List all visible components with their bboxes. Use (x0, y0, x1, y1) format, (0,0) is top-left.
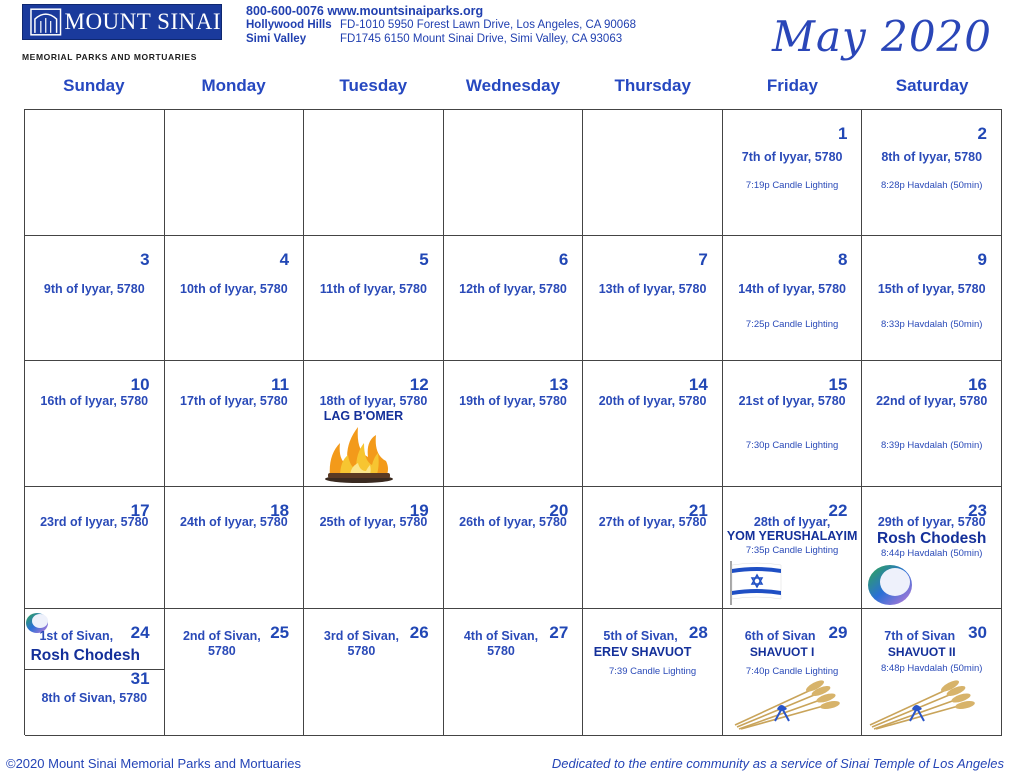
hebrew-date: 12th of Iyyar, 5780 (459, 282, 567, 296)
hebrew-date: 23rd of Iyyar, 5780 (40, 515, 149, 529)
day-number: 10 (130, 375, 150, 394)
hebrew-date: 28th of Iyyar, (753, 515, 831, 529)
wheat-bundle-icon (733, 679, 843, 731)
day-number: 4 (279, 250, 290, 269)
holiday-name-24: Rosh Chodesh (30, 647, 140, 664)
calendar-grid (24, 109, 1002, 735)
day-cell-29[interactable] (723, 609, 863, 736)
day-number-24: 24 (130, 623, 150, 642)
day-cell-23[interactable] (862, 487, 1002, 609)
empty-cell (444, 110, 584, 236)
day-cell-8[interactable] (723, 236, 863, 361)
hebrew-date: 17th of Iyyar, 5780 (180, 394, 288, 408)
hebrew-date: 25th of Iyyar, 5780 (319, 515, 428, 529)
day-cell-6[interactable] (444, 236, 584, 361)
candle-lighting: 7:30p Candle Lighting (745, 440, 839, 451)
day-number: 20 (549, 501, 569, 520)
footer-copyright: ©2020 Mount Sinai Memorial Parks and Mortuaries (6, 756, 301, 771)
holiday-name: SHAVUOT II (887, 645, 956, 659)
day-cell-12[interactable] (304, 361, 444, 487)
day-cell-13[interactable] (444, 361, 584, 487)
day-number: 29 (828, 623, 848, 642)
day-number: 23 (968, 501, 987, 520)
hebrew-date: 3rd of Sivan, 5780 (323, 629, 399, 658)
holiday-name: LAG B'OMER (323, 409, 404, 423)
hebrew-date: 27th of Iyyar, 5780 (598, 515, 707, 529)
day-cell-24-31[interactable] (25, 609, 165, 736)
hebrew-date: 11th of Iyyar, 5780 (319, 282, 427, 296)
hebrew-date: 5th of Sivan, (603, 629, 678, 643)
hebrew-date: 21st of Iyyar, 5780 (738, 394, 846, 408)
logo-box (22, 4, 222, 40)
day-number: 21 (688, 501, 708, 520)
weekday-wednesday: Wednesday (465, 76, 561, 95)
havdalah: 8:48p Havdalah (50min) (881, 663, 983, 674)
candle-lighting: 7:25p Candle Lighting (745, 319, 839, 330)
holiday-name: Rosh Chodesh (877, 530, 987, 547)
weekday-sunday: Sunday (63, 76, 125, 95)
day-cell-21[interactable] (583, 487, 723, 609)
hebrew-date: 8th of Iyyar, 5780 (881, 150, 983, 164)
new-moon-icon (866, 563, 914, 607)
candle-lighting: 7:40p Candle Lighting (745, 666, 839, 677)
day-cell-9[interactable] (862, 236, 1002, 361)
day-cell-25[interactable] (165, 609, 305, 736)
day-number: 1 (837, 124, 848, 143)
day-number: 30 (968, 623, 987, 642)
day-number: 3 (140, 250, 150, 269)
phone-website[interactable]: 800-600-0076 www.mountsinaiparks.org (246, 4, 484, 18)
logo-name: MOUNT SINAI (64, 9, 221, 34)
candle-lighting: 7:35p Candle Lighting (745, 545, 839, 556)
day-cell-14[interactable] (583, 361, 723, 487)
day-cell-17[interactable] (25, 487, 165, 609)
hebrew-date: 15th of Iyyar, 5780 (877, 282, 986, 296)
hebrew-date: 19th of Iyyar, 5780 (459, 394, 567, 408)
weekday-header (24, 76, 1002, 96)
weekday-saturday: Saturday (895, 76, 969, 95)
day-cell-20[interactable] (444, 487, 584, 609)
havdalah: 8:28p Havdalah (50min) (881, 180, 983, 191)
day-number: 12 (409, 375, 429, 394)
hebrew-date-24: 1st of Sivan, (39, 629, 114, 643)
day-number: 8 (837, 250, 848, 269)
day-cell-10[interactable] (25, 361, 165, 487)
day-number: 6 (558, 250, 569, 269)
logo (22, 4, 230, 62)
day-number: 18 (270, 501, 290, 520)
day-cell-1[interactable] (723, 110, 863, 236)
day-number: 17 (130, 501, 150, 520)
empty-cell (304, 110, 444, 236)
candle-lighting: 7:19p Candle Lighting (745, 180, 839, 191)
hebrew-date: 18th of Iyyar, 5780 (319, 394, 428, 408)
hebrew-date: 10th of Iyyar, 5780 (180, 282, 288, 296)
hebrew-date: 22nd of Iyyar, 5780 (876, 394, 988, 408)
hebrew-date: 16th of Iyyar, 5780 (40, 394, 149, 408)
havdalah: 8:39p Havdalah (50min) (881, 440, 983, 451)
gate-icon (29, 7, 63, 37)
day-number: 25 (270, 623, 290, 642)
day-number: 19 (409, 501, 429, 520)
day-number: 7 (698, 250, 708, 269)
day-cell-4[interactable] (165, 236, 305, 361)
empty-cell (25, 110, 165, 236)
day-cell-16[interactable] (862, 361, 1002, 487)
hollywood-label: Hollywood Hills (246, 19, 332, 31)
day-cell-30[interactable] (862, 609, 1002, 736)
hebrew-date: 26th of Iyyar, 5780 (459, 515, 567, 529)
weekday-friday: Friday (766, 76, 818, 95)
day-number: 28 (688, 623, 708, 642)
hebrew-date-31: 8th of Sivan, 5780 (41, 691, 148, 705)
day-number: 2 (977, 124, 987, 143)
day-cell-28[interactable] (583, 609, 723, 736)
hebrew-date: 13th of Iyyar, 5780 (598, 282, 707, 296)
holiday-name: YOM YERUSHALAYIM (726, 529, 858, 543)
logo-tagline: MEMORIAL PARKS AND MORTUARIES (22, 52, 197, 62)
day-cell-22[interactable] (723, 487, 863, 609)
hebrew-date: 7th of Iyyar, 5780 (741, 150, 843, 164)
day-number: 26 (409, 623, 429, 642)
hebrew-date: 4th of Sivan, 5780 (463, 629, 539, 658)
hebrew-date: 20th of Iyyar, 5780 (598, 394, 707, 408)
havdalah: 8:33p Havdalah (50min) (881, 319, 983, 330)
hebrew-date: 2nd of Sivan, 5780 (182, 629, 261, 658)
day-number: 5 (419, 250, 429, 269)
wheat-bundle-icon (868, 679, 978, 731)
day-cell-15[interactable] (723, 361, 863, 487)
day-cell-18[interactable] (165, 487, 305, 609)
weekday-tuesday: Tuesday (339, 76, 408, 95)
day-number-31: 31 (130, 669, 150, 688)
day-cell-27[interactable] (444, 609, 584, 736)
day-cell-5[interactable] (304, 236, 444, 361)
hollywood-address: FD-1010 5950 Forest Lawn Drive, Los Angeles, CA 90068 (340, 19, 636, 31)
hebrew-date: 9th of Iyyar, 5780 (43, 282, 145, 296)
empty-cell (583, 110, 723, 236)
simi-label: Simi Valley (246, 33, 307, 45)
israel-flag-icon (729, 561, 783, 605)
day-number: 27 (549, 623, 569, 642)
hebrew-date: 6th of Sivan (744, 629, 816, 643)
hebrew-date: 7th of Sivan (884, 629, 956, 643)
hebrew-date: 29th of Iyyar, 5780 (877, 515, 986, 529)
simi-address: FD1745 6150 Mount Sinai Drive, Simi Valley, CA 93063 (340, 33, 623, 45)
day-cell-2[interactable] (862, 110, 1002, 236)
candle-lighting: 7:39 Candle Lighting (608, 666, 697, 677)
day-number: 16 (968, 375, 987, 394)
day-cell-3[interactable] (25, 236, 165, 361)
day-number: 9 (977, 250, 987, 269)
holiday-name: SHAVUOT I (749, 645, 815, 659)
month-title: May 2020 (771, 12, 992, 61)
day-cell-26[interactable] (304, 609, 444, 736)
weekday-monday: Monday (201, 76, 266, 95)
hebrew-date: 14th of Iyyar, 5780 (738, 282, 846, 296)
contact-info (246, 4, 636, 46)
day-number: 14 (688, 375, 708, 394)
havdalah: 8:44p Havdalah (50min) (881, 548, 983, 559)
footer-dedication: Dedicated to the entire community as a service of Sinai Temple of Los Angeles (551, 756, 1004, 771)
day-cell-11[interactable] (165, 361, 305, 487)
weekday-thursday: Thursday (614, 76, 691, 95)
holiday-name: EREV SHAVUOT (593, 645, 692, 659)
bonfire-icon (314, 421, 404, 485)
day-cell-7[interactable] (583, 236, 723, 361)
day-number: 13 (549, 375, 569, 394)
day-number: 15 (828, 375, 848, 394)
hebrew-date: 24th of Iyyar, 5780 (180, 515, 288, 529)
empty-cell (165, 110, 305, 236)
day-number: 22 (828, 501, 848, 520)
day-cell-19[interactable] (304, 487, 444, 609)
day-number: 11 (271, 375, 290, 394)
